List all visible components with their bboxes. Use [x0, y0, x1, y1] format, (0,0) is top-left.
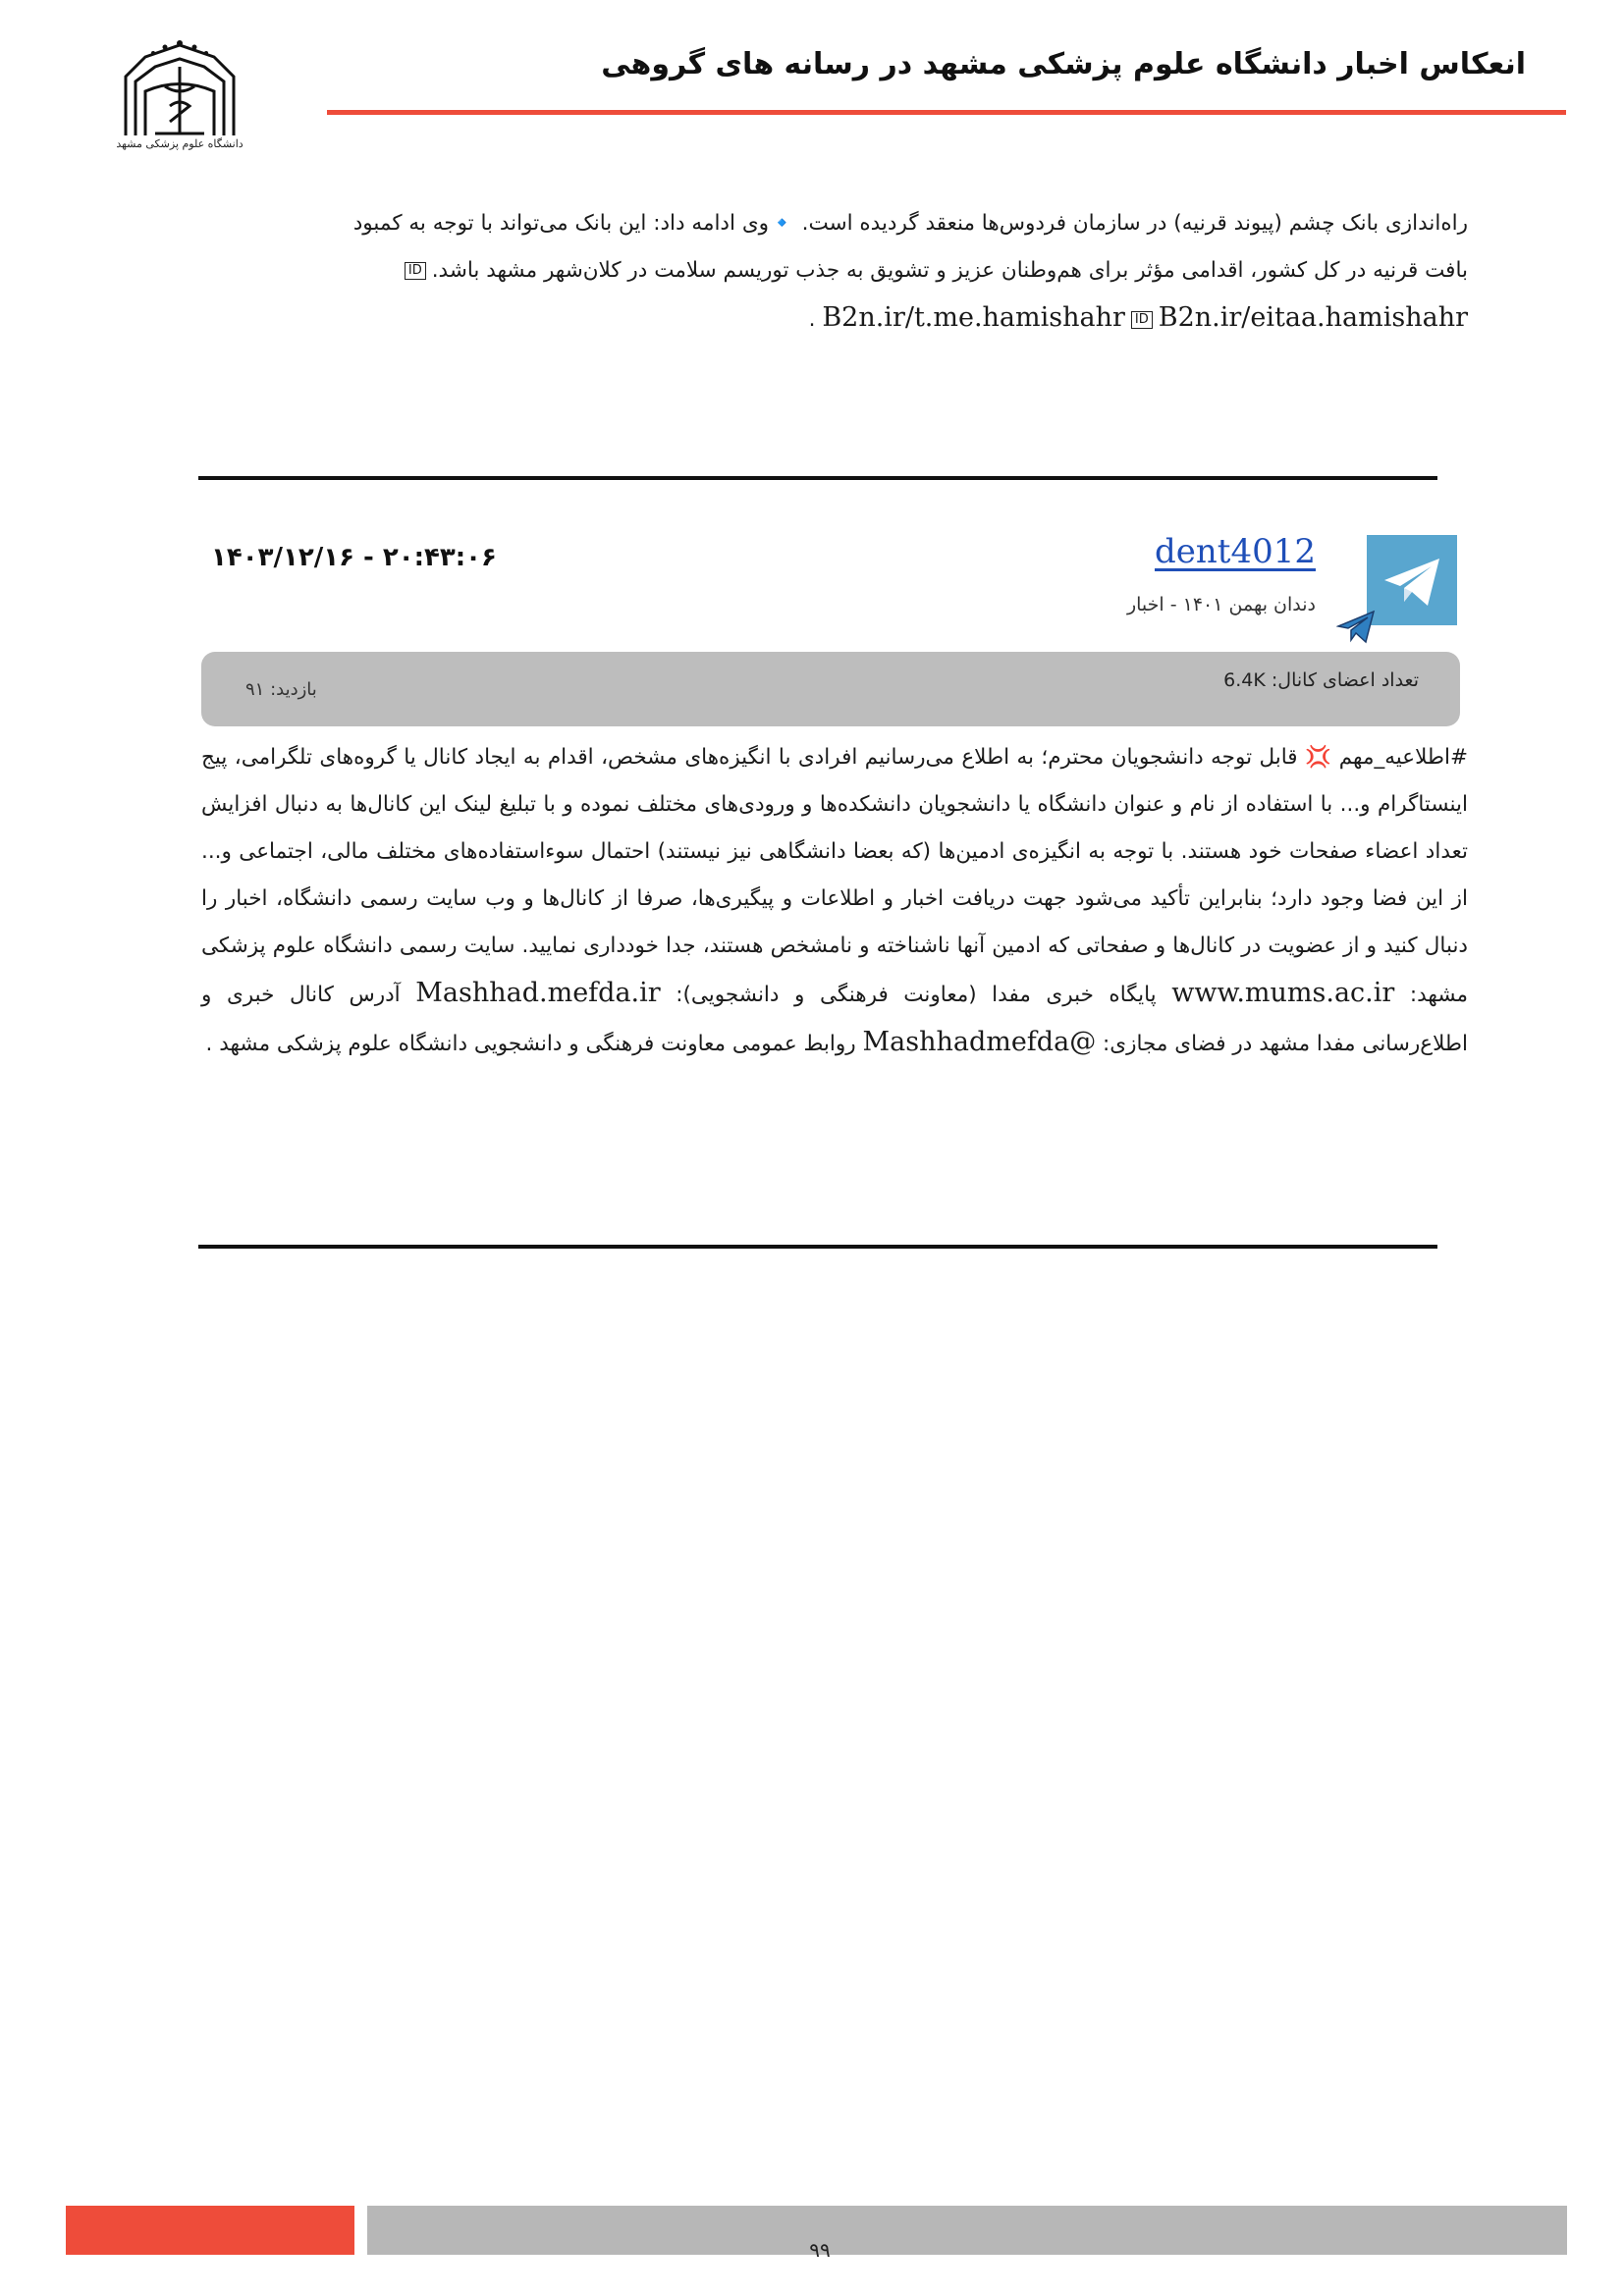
footer-grey-bar: [367, 2206, 1567, 2255]
channel-subtitle: دندان بهمن ۱۴۰۱ - اخبار: [1126, 594, 1316, 615]
header-rule: [327, 110, 1566, 115]
id-icon: ID: [405, 262, 426, 280]
header-title: انعکاس اخبار دانشگاه علوم پزشکی مشهد در رسانه های گروهی: [601, 47, 1526, 81]
channel-name[interactable]: dent4012: [1155, 532, 1316, 571]
footer-red-bar: [66, 2206, 354, 2255]
post1-line3: B2n.ir/t.me.hamishahr ID B2n.ir/eitaa.hamishahr .: [808, 302, 1468, 333]
post1-line1: راه‌اندازی بانک چشم (پیوند قرنیه) در سازمان فردوس‌ها منعقد گردیده است. 🔹وی ادامه داد: این بانک می‌تواند با توجه به کمبود: [352, 211, 1468, 236]
page-number: ۹۹: [809, 2238, 831, 2262]
logo-caption: دانشگاه علوم پزشکی مشهد: [116, 137, 244, 150]
section-divider: [198, 1245, 1437, 1249]
mefda-handle-link[interactable]: @Mashhadmefda: [862, 1027, 1097, 1057]
members-count: تعداد اعضای کانال: 6.4K: [1223, 669, 1419, 691]
telegram-badge-icon: [1336, 609, 1376, 644]
post1-body: [201, 200, 1468, 344]
section-divider: [198, 476, 1437, 480]
views-count: بازدید: ۹۱: [245, 679, 317, 700]
telegram-plane-icon: [1367, 535, 1457, 625]
post1-line2: بافت قرنیه در کل کشور، اقدامی مؤثر برای هم‌وطنان عزیز و تشویق به جذب توریسم سلامت در کلان‌شهر مشهد باشد.ID: [201, 247, 1468, 294]
mefda-site-link[interactable]: Mashhad.mefda.ir: [415, 978, 661, 1008]
website-link[interactable]: www.mums.ac.ir: [1171, 978, 1395, 1008]
post-datetime: ۱۴۰۳/۱۲/۱۶ - ۲۰:۴۳:۰۶: [211, 543, 497, 572]
post2-paragraph: #اطلاعیه_مهم 💢 قابل توجه دانشجویان محترم؛ به اطلاع می‌رسانیم افرادی با انگیزه‌های مشخص، اقدام به ایجاد کانال یا گروه‌های تلگرامی، پیج اینستاگرام و... با استفاده از نام و عنوان دانشگاه یا دانشجویان دانشکده‌ها و ورودی‌های مختلف نموده و با تبلیغ لینک این کانال‌ها به دنبال افزایش تعداد اعضاء صفحات خود هستند. با توجه به انگیزه‌ی ادمین‌ها (که بعضا دانشگاهی نیز نیستند) احتمال سوءاستفاده‌های مختلف مالی، اجتماعی و... از این فضا وجود دارد؛ بنابراین تأکید می‌شود جهت دریافت اخبار و اطلاعات و پیگیری‌ها، صرفا از کانال‌ها و وب سایت رسمی دانشگاه، اخبار را دنبال کنید و از عضویت در کانال‌ها و صفحاتی که ادمین آنها ناشناخته و نامشخص هستند، جدا خودداری نمایید. سایت رسمی دانشگاه علوم پزشکی مشهد: www.mums.ac.ir پایگاه خبری مفدا (معاونت فرهنگی و دانشجویی): Mashhad.mefda.ir آدرس کانال خبری و اطلاع‌رسانی مفدا مشهد در فضای مجازی: @Mashhadmefda روابط عمومی معاونت فرهنگی و دانشجویی دانشگاه علوم پزشکی مشهد .: [201, 745, 1469, 1057]
post1-link-eitaa[interactable]: B2n.ir/eitaa.hamishahr: [1158, 302, 1468, 333]
post2-body: [201, 734, 1468, 1068]
id-icon: ID: [1131, 311, 1153, 329]
stats-bar: [201, 652, 1460, 726]
post1-link-telegram[interactable]: B2n.ir/t.me.hamishahr: [822, 302, 1125, 333]
